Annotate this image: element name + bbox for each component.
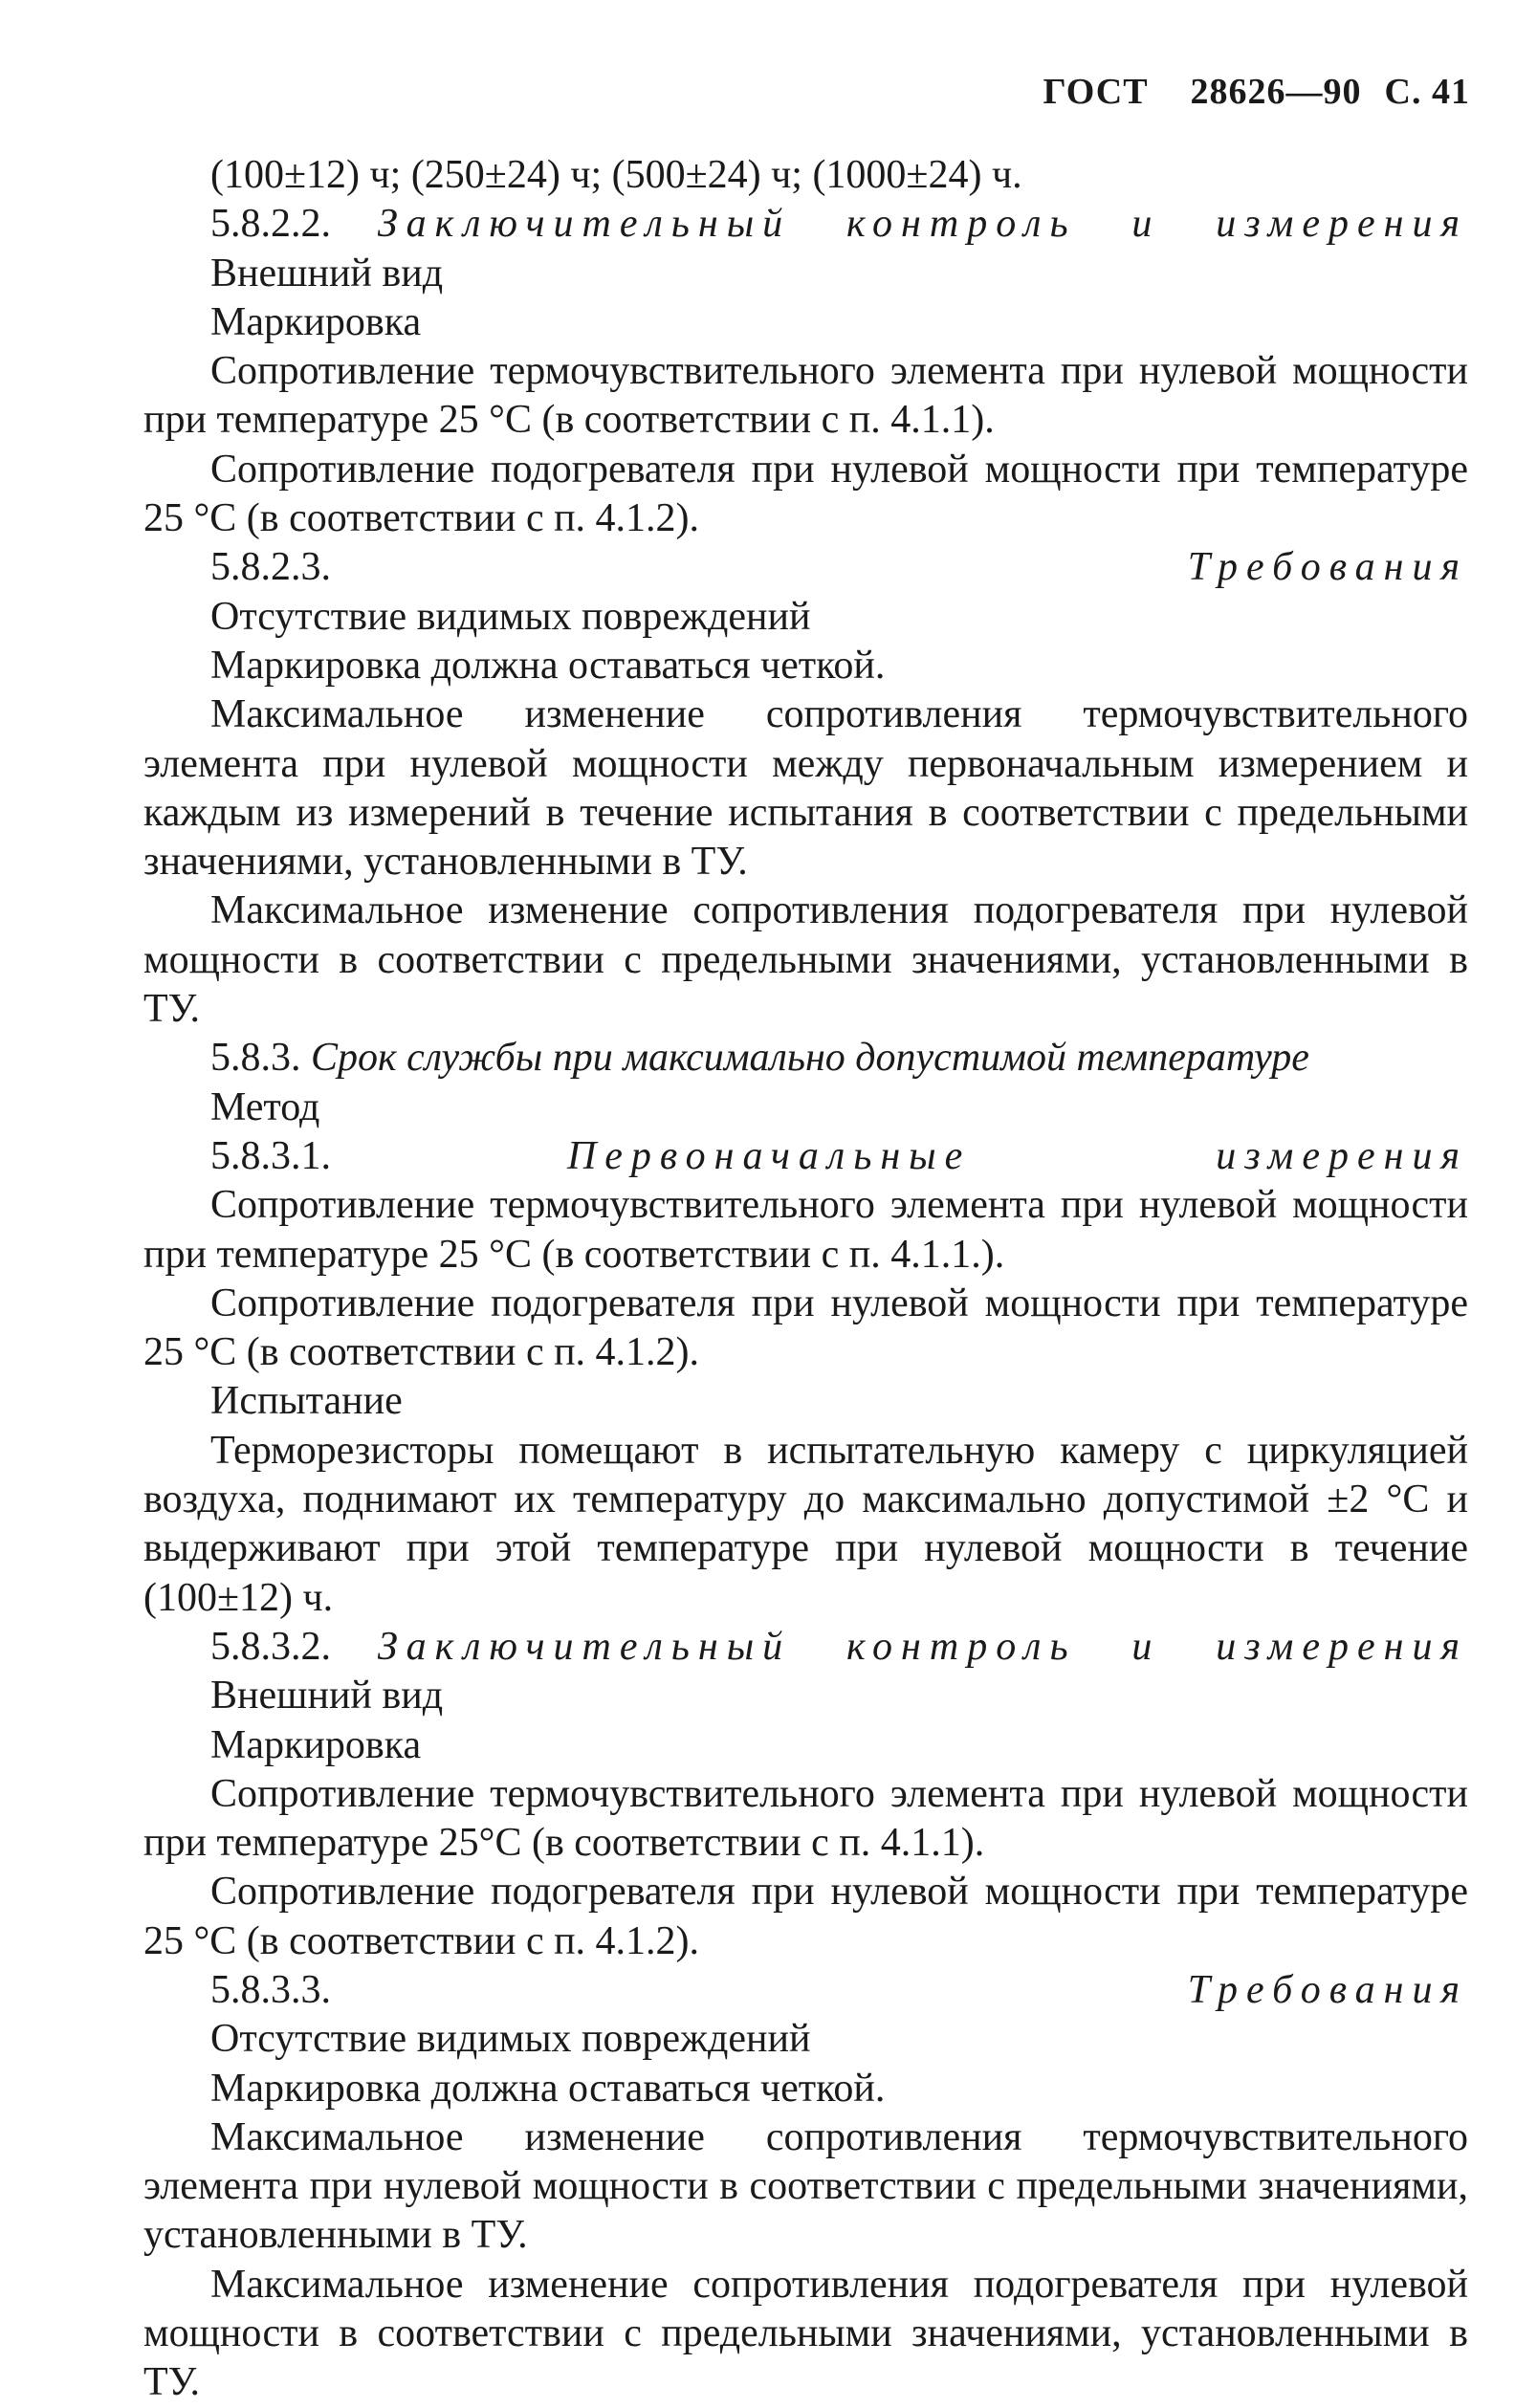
paragraph: Сопротивление термочувствительного элемента при нулевой мощности при температуре 25 °С (в соответствии с п. 4.1.1.). <box>143 1183 1468 1277</box>
page-number: С. 41 <box>1384 72 1470 112</box>
section-number: 5.8.3.3. <box>210 1967 331 2012</box>
section-heading <box>143 1132 1468 1181</box>
section-heading <box>143 200 1468 249</box>
paragraph: Максимальное изменение сопротивления термочувствительного элемента при нулевой мощности между первоначальным измерением и каждым из измерений в течение испытания в соответствии с предельными значениями, установленными в ТУ. <box>143 692 1468 885</box>
paragraph: Максимальное изменение сопротивления подогревателя при нулевой мощности в соответствии с предельными значениями, установленными в ТУ. <box>143 888 1468 1032</box>
paragraph: Сопротивление подогревателя при нулевой мощности при температуре 25 °С (в соответствии с п. 4.1.2). <box>143 1281 1468 1375</box>
section-heading <box>143 1623 1468 1672</box>
text-line: Маркировка должна оставаться четкой. <box>210 643 886 688</box>
paragraph: Терморезисторы помещают в испытательную камеру с циркуляцией воздуха, поднимают их температуру до максимально допустимой ±2 °С и выдерживают при этой температуре при нулевой мощности в течение (100±12) ч. <box>143 1428 1468 1620</box>
paragraph: (100±12) ч; (250±24) ч; (500±24) ч; (1000±24) ч. <box>210 153 1022 197</box>
standard-number: 28626—90 <box>1190 72 1362 112</box>
page-header <box>1043 71 1471 113</box>
text-line: Маркировка <box>210 299 422 344</box>
section-title: Заключительный контроль и измерения <box>377 202 1468 247</box>
section-heading <box>143 1966 1468 2015</box>
text-line: Маркировка <box>210 1722 422 1767</box>
section-title: Срок службы при максимально допустимой температуре <box>311 1036 1309 1081</box>
section-heading <box>143 1034 1468 1083</box>
section-title: Первоначальные измерения <box>566 1133 1469 1178</box>
text-line: Маркировка должна оставаться четкой. <box>210 2066 886 2111</box>
document-body <box>143 151 1468 2408</box>
section-number: 5.8.3.1. <box>210 1133 331 1178</box>
standard-label: ГОСТ <box>1043 72 1149 112</box>
section-number: 5.8.3. <box>210 1036 301 1081</box>
text-line: Испытание <box>210 1379 403 1424</box>
text-line: Отсутствие видимых повреждений <box>210 594 811 639</box>
text-line: Метод <box>210 1084 320 1129</box>
text-line: Внешний вид <box>210 1674 444 1718</box>
paragraph: Максимальное изменение сопротивления подогревателя при нулевой мощности в соответствии с предельными значениями, установленными в ТУ. <box>143 2262 1468 2405</box>
paragraph: Сопротивление термочувствительного элемента при нулевой мощности при температуре 25°С (в соответствии с п. 4.1.1). <box>143 1771 1468 1866</box>
section-heading <box>143 543 1468 592</box>
text-line: Внешний вид <box>210 251 444 296</box>
paragraph: Максимальное изменение сопротивления термочувствительного элемента при нулевой мощности в соответствии с предельными значениями, установленными в ТУ. <box>143 2114 1468 2258</box>
section-title: Требования <box>1187 1967 1468 2012</box>
section-number: 5.8.2.2. <box>210 202 331 247</box>
text-line: Отсутствие видимых повреждений <box>210 2017 811 2062</box>
section-title: Заключительный контроль и измерения <box>377 1624 1468 1669</box>
paragraph: Сопротивление подогревателя при нулевой мощности при температуре 25 °С (в соответствии с п. 4.1.2). <box>143 447 1468 541</box>
paragraph: Сопротивление подогревателя при нулевой мощности при температуре 25 °С (в соответствии с п. 4.1.2). <box>143 1870 1468 1963</box>
section-title: Требования <box>1187 545 1468 590</box>
section-number: 5.8.2.3. <box>210 545 331 590</box>
section-number: 5.8.3.2. <box>210 1624 331 1669</box>
paragraph: Сопротивление термочувствительного элемента при нулевой мощности при температуре 25 °С (в соответствии с п. 4.1.1). <box>143 349 1468 443</box>
